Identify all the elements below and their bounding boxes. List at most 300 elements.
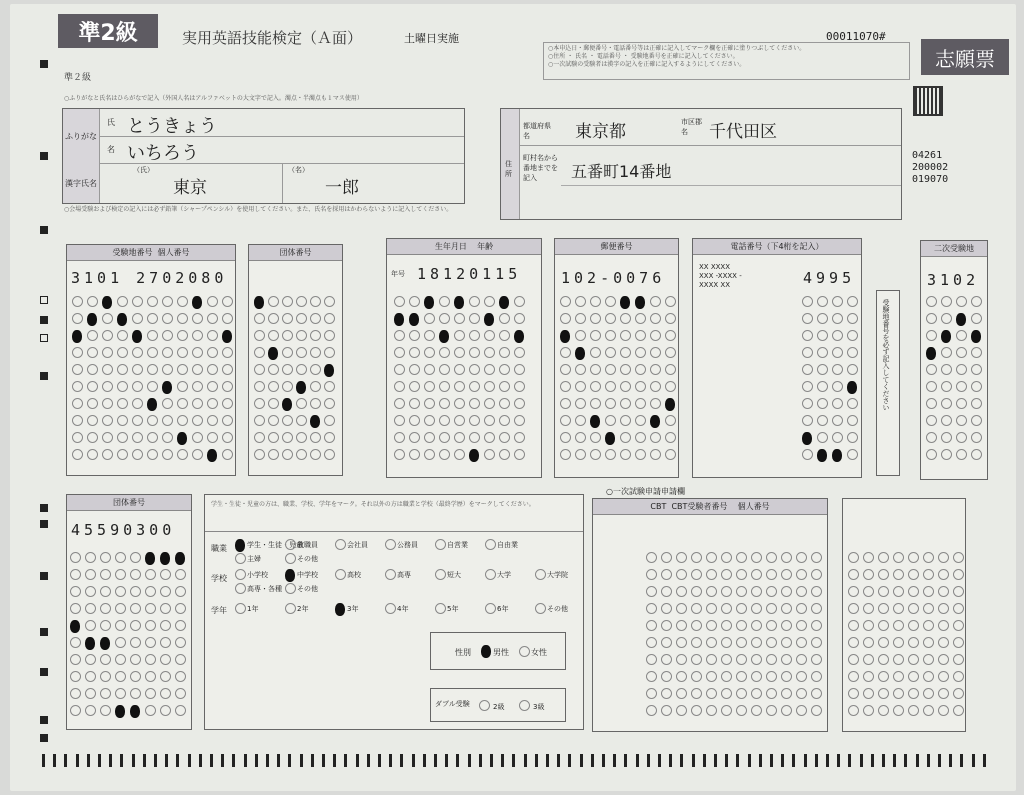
answer-bubble[interactable] [72, 347, 83, 358]
answer-bubble[interactable] [160, 637, 171, 648]
answer-bubble[interactable] [620, 313, 631, 324]
answer-bubble[interactable] [145, 688, 156, 699]
answer-bubble[interactable] [394, 432, 405, 443]
answer-bubble[interactable] [802, 432, 812, 445]
answer-bubble[interactable] [147, 398, 157, 411]
answer-bubble[interactable] [100, 586, 111, 597]
answer-bubble[interactable] [811, 654, 822, 665]
prefecture-field[interactable]: 東京都 [575, 122, 626, 142]
answer-bubble[interactable] [766, 603, 777, 614]
answer-bubble[interactable] [938, 552, 949, 563]
answer-bubble[interactable] [115, 671, 126, 682]
answer-bubble[interactable] [751, 586, 762, 597]
option-bubble[interactable] [485, 603, 496, 614]
answer-bubble[interactable] [650, 364, 661, 375]
answer-bubble[interactable] [971, 449, 982, 460]
answer-bubble[interactable] [605, 296, 616, 307]
answer-bubble[interactable] [117, 449, 128, 460]
answer-bubble[interactable] [145, 637, 156, 648]
answer-bubble[interactable] [847, 330, 858, 341]
answer-bubble[interactable] [499, 398, 510, 409]
answer-bubble[interactable] [893, 569, 904, 580]
answer-bubble[interactable] [665, 381, 676, 392]
answer-bubble[interactable] [926, 313, 937, 324]
option-bubble[interactable] [385, 539, 396, 550]
answer-bubble[interactable] [514, 347, 525, 358]
answer-bubble[interactable] [893, 637, 904, 648]
answer-bubble[interactable] [296, 432, 307, 443]
answer-bubble[interactable] [560, 330, 570, 343]
answer-bubble[interactable] [192, 449, 203, 460]
answer-bubble[interactable] [646, 552, 657, 563]
answer-bubble[interactable] [878, 671, 889, 682]
answer-bubble[interactable] [811, 637, 822, 648]
answer-bubble[interactable] [863, 552, 874, 563]
answer-bubble[interactable] [87, 381, 98, 392]
answer-bubble[interactable] [646, 569, 657, 580]
answer-bubble[interactable] [781, 654, 792, 665]
answer-bubble[interactable] [956, 415, 967, 426]
answer-bubble[interactable] [207, 330, 218, 341]
answer-bubble[interactable] [85, 552, 96, 563]
answer-bubble[interactable] [324, 432, 335, 443]
answer-bubble[interactable] [102, 330, 113, 341]
city-field[interactable]: 千代田区 [709, 122, 777, 142]
answer-bubble[interactable] [781, 671, 792, 682]
answer-bubble[interactable] [941, 432, 952, 443]
answer-bubble[interactable] [102, 296, 112, 309]
answer-bubble[interactable] [781, 705, 792, 716]
answer-bubble[interactable] [817, 415, 828, 426]
answer-bubble[interactable] [454, 415, 465, 426]
answer-bubble[interactable] [848, 705, 859, 716]
answer-bubble[interactable] [117, 432, 128, 443]
answer-bubble[interactable] [736, 654, 747, 665]
answer-bubble[interactable] [706, 637, 717, 648]
answer-bubble[interactable] [620, 449, 631, 460]
answer-bubble[interactable] [575, 449, 586, 460]
answer-bubble[interactable] [424, 449, 435, 460]
option-bubble[interactable] [535, 569, 546, 580]
answer-bubble[interactable] [192, 313, 203, 324]
answer-bubble[interactable] [310, 296, 321, 307]
answer-bubble[interactable] [147, 449, 158, 460]
answer-bubble[interactable] [409, 313, 419, 326]
answer-bubble[interactable] [162, 330, 173, 341]
answer-bubble[interactable] [953, 620, 964, 631]
answer-bubble[interactable] [160, 654, 171, 665]
answer-bubble[interactable] [605, 330, 616, 341]
answer-bubble[interactable] [254, 330, 265, 341]
answer-bubble[interactable] [620, 432, 631, 443]
answer-bubble[interactable] [751, 620, 762, 631]
answer-bubble[interactable] [620, 330, 631, 341]
answer-bubble[interactable] [310, 330, 321, 341]
answer-bubble[interactable] [282, 364, 293, 375]
answer-bubble[interactable] [811, 552, 822, 563]
answer-bubble[interactable] [953, 654, 964, 665]
answer-bubble[interactable] [661, 671, 672, 682]
answer-bubble[interactable] [439, 330, 449, 343]
answer-bubble[interactable] [665, 296, 676, 307]
answer-bubble[interactable] [102, 398, 113, 409]
double-opt2-bubble[interactable] [519, 700, 530, 711]
answer-bubble[interactable] [499, 364, 510, 375]
answer-bubble[interactable] [832, 313, 843, 324]
answer-bubble[interactable] [87, 313, 97, 326]
answer-bubble[interactable] [847, 432, 858, 443]
answer-bubble[interactable] [878, 620, 889, 631]
answer-bubble[interactable] [130, 552, 141, 563]
answer-bubble[interactable] [439, 398, 450, 409]
answer-bubble[interactable] [222, 364, 233, 375]
answer-bubble[interactable] [282, 398, 292, 411]
answer-bubble[interactable] [192, 330, 203, 341]
option-bubble[interactable] [235, 583, 246, 594]
answer-bubble[interactable] [575, 432, 586, 443]
answer-bubble[interactable] [706, 654, 717, 665]
answer-bubble[interactable] [560, 347, 571, 358]
answer-bubble[interactable] [115, 637, 126, 648]
answer-bubble[interactable] [691, 705, 702, 716]
answer-bubble[interactable] [938, 586, 949, 597]
answer-bubble[interactable] [560, 398, 571, 409]
answer-bubble[interactable] [85, 620, 96, 631]
answer-bubble[interactable] [162, 347, 173, 358]
answer-bubble[interactable] [132, 364, 143, 375]
answer-bubble[interactable] [938, 654, 949, 665]
answer-bubble[interactable] [268, 449, 279, 460]
answer-bubble[interactable] [941, 415, 952, 426]
answer-bubble[interactable] [192, 364, 203, 375]
answer-bubble[interactable] [796, 586, 807, 597]
answer-bubble[interactable] [70, 603, 81, 614]
answer-bubble[interactable] [796, 671, 807, 682]
answer-bubble[interactable] [635, 364, 646, 375]
answer-bubble[interactable] [145, 586, 156, 597]
answer-bubble[interactable] [394, 364, 405, 375]
answer-bubble[interactable] [923, 552, 934, 563]
answer-bubble[interactable] [130, 637, 141, 648]
answer-bubble[interactable] [665, 432, 676, 443]
answer-bubble[interactable] [781, 603, 792, 614]
answer-bubble[interactable] [296, 415, 307, 426]
answer-bubble[interactable] [848, 688, 859, 699]
answer-bubble[interactable] [796, 569, 807, 580]
answer-bubble[interactable] [736, 586, 747, 597]
answer-bubble[interactable] [691, 620, 702, 631]
answer-bubble[interactable] [736, 552, 747, 563]
answer-bubble[interactable] [514, 313, 525, 324]
answer-bubble[interactable] [145, 705, 156, 716]
answer-bubble[interactable] [847, 449, 858, 460]
answer-bubble[interactable] [590, 330, 601, 341]
answer-bubble[interactable] [454, 330, 465, 341]
answer-bubble[interactable] [620, 415, 631, 426]
answer-bubble[interactable] [691, 654, 702, 665]
answer-bubble[interactable] [811, 671, 822, 682]
answer-bubble[interactable] [938, 705, 949, 716]
answer-bubble[interactable] [87, 364, 98, 375]
answer-bubble[interactable] [926, 364, 937, 375]
answer-bubble[interactable] [117, 381, 128, 392]
answer-bubble[interactable] [721, 552, 732, 563]
answer-bubble[interactable] [575, 381, 586, 392]
answer-bubble[interactable] [923, 586, 934, 597]
answer-bubble[interactable] [620, 296, 630, 309]
answer-bubble[interactable] [177, 398, 188, 409]
answer-bubble[interactable] [85, 654, 96, 665]
street-field[interactable]: 五番町14番地 [571, 162, 672, 181]
answer-bubble[interactable] [222, 330, 232, 343]
answer-bubble[interactable] [454, 364, 465, 375]
answer-bubble[interactable] [207, 296, 218, 307]
answer-bubble[interactable] [207, 432, 218, 443]
answer-bubble[interactable] [736, 603, 747, 614]
answer-bubble[interactable] [635, 415, 646, 426]
answer-bubble[interactable] [676, 620, 687, 631]
answer-bubble[interactable] [85, 569, 96, 580]
answer-bubble[interactable] [953, 603, 964, 614]
answer-bubble[interactable] [646, 620, 657, 631]
answer-bubble[interactable] [100, 671, 111, 682]
answer-bubble[interactable] [268, 296, 279, 307]
answer-bubble[interactable] [802, 313, 813, 324]
answer-bubble[interactable] [848, 620, 859, 631]
answer-bubble[interactable] [766, 569, 777, 580]
answer-bubble[interactable] [117, 313, 127, 326]
answer-bubble[interactable] [310, 398, 321, 409]
answer-bubble[interactable] [646, 603, 657, 614]
answer-bubble[interactable] [781, 586, 792, 597]
answer-bubble[interactable] [811, 620, 822, 631]
answer-bubble[interactable] [499, 296, 509, 309]
answer-bubble[interactable] [324, 449, 335, 460]
answer-bubble[interactable] [85, 671, 96, 682]
answer-bubble[interactable] [115, 552, 126, 563]
answer-bubble[interactable] [439, 432, 450, 443]
answer-bubble[interactable] [439, 449, 450, 460]
answer-bubble[interactable] [661, 552, 672, 563]
answer-bubble[interactable] [908, 620, 919, 631]
answer-bubble[interactable] [324, 296, 335, 307]
answer-bubble[interactable] [424, 415, 435, 426]
answer-bubble[interactable] [893, 705, 904, 716]
answer-bubble[interactable] [956, 313, 966, 326]
answer-bubble[interactable] [646, 637, 657, 648]
answer-bubble[interactable] [802, 449, 813, 460]
answer-bubble[interactable] [620, 364, 631, 375]
answer-bubble[interactable] [956, 381, 967, 392]
answer-bubble[interactable] [650, 415, 660, 428]
answer-bubble[interactable] [160, 671, 171, 682]
option-bubble[interactable] [385, 603, 396, 614]
answer-bubble[interactable] [514, 296, 525, 307]
answer-bubble[interactable] [736, 705, 747, 716]
answer-bubble[interactable] [424, 296, 434, 309]
group-bottom-value[interactable]: 45590300 [71, 521, 176, 539]
answer-bubble[interactable] [296, 449, 307, 460]
answer-bubble[interactable] [484, 398, 495, 409]
answer-bubble[interactable] [721, 654, 732, 665]
answer-bubble[interactable] [162, 364, 173, 375]
answer-bubble[interactable] [863, 586, 874, 597]
answer-bubble[interactable] [676, 603, 687, 614]
answer-bubble[interactable] [941, 313, 952, 324]
answer-bubble[interactable] [691, 637, 702, 648]
answer-bubble[interactable] [222, 449, 233, 460]
answer-bubble[interactable] [953, 637, 964, 648]
answer-bubble[interactable] [863, 620, 874, 631]
answer-bubble[interactable] [147, 415, 158, 426]
answer-bubble[interactable] [394, 449, 405, 460]
answer-bubble[interactable] [848, 654, 859, 665]
kanji-mei-field[interactable]: 一郎 [325, 178, 359, 198]
answer-bubble[interactable] [469, 313, 480, 324]
answer-bubble[interactable] [848, 569, 859, 580]
answer-bubble[interactable] [721, 671, 732, 682]
answer-bubble[interactable] [282, 449, 293, 460]
answer-bubble[interactable] [736, 620, 747, 631]
answer-bubble[interactable] [751, 637, 762, 648]
option-bubble[interactable] [285, 539, 296, 550]
answer-bubble[interactable] [893, 586, 904, 597]
exam-place-value[interactable]: 3101 2702080 [71, 269, 228, 287]
answer-bubble[interactable] [175, 705, 186, 716]
answer-bubble[interactable] [706, 620, 717, 631]
answer-bubble[interactable] [117, 398, 128, 409]
answer-bubble[interactable] [484, 415, 495, 426]
answer-bubble[interactable] [130, 654, 141, 665]
answer-bubble[interactable] [796, 654, 807, 665]
answer-bubble[interactable] [469, 398, 480, 409]
answer-bubble[interactable] [310, 313, 321, 324]
answer-bubble[interactable] [691, 688, 702, 699]
answer-bubble[interactable] [650, 381, 661, 392]
answer-bubble[interactable] [751, 569, 762, 580]
answer-bubble[interactable] [100, 620, 111, 631]
answer-bubble[interactable] [736, 569, 747, 580]
answer-bubble[interactable] [766, 586, 777, 597]
answer-bubble[interactable] [665, 347, 676, 358]
answer-bubble[interactable] [620, 347, 631, 358]
answer-bubble[interactable] [923, 671, 934, 682]
answer-bubble[interactable] [661, 654, 672, 665]
answer-bubble[interactable] [802, 296, 813, 307]
answer-bubble[interactable] [575, 313, 586, 324]
answer-bubble[interactable] [676, 569, 687, 580]
answer-bubble[interactable] [100, 688, 111, 699]
answer-bubble[interactable] [72, 432, 83, 443]
answer-bubble[interactable] [117, 296, 128, 307]
answer-bubble[interactable] [560, 364, 571, 375]
answer-bubble[interactable] [691, 552, 702, 563]
answer-bubble[interactable] [956, 364, 967, 375]
answer-bubble[interactable] [560, 296, 571, 307]
answer-bubble[interactable] [499, 415, 510, 426]
answer-bubble[interactable] [938, 603, 949, 614]
answer-bubble[interactable] [878, 569, 889, 580]
answer-bubble[interactable] [484, 347, 495, 358]
answer-bubble[interactable] [926, 398, 937, 409]
answer-bubble[interactable] [439, 381, 450, 392]
answer-bubble[interactable] [175, 569, 186, 580]
answer-bubble[interactable] [953, 671, 964, 682]
option-bubble[interactable] [335, 539, 346, 550]
answer-bubble[interactable] [162, 432, 173, 443]
answer-bubble[interactable] [971, 415, 982, 426]
answer-bubble[interactable] [575, 398, 586, 409]
answer-bubble[interactable] [130, 620, 141, 631]
answer-bubble[interactable] [923, 705, 934, 716]
answer-bubble[interactable] [796, 688, 807, 699]
answer-bubble[interactable] [605, 432, 615, 445]
answer-bubble[interactable] [102, 415, 113, 426]
answer-bubble[interactable] [575, 415, 586, 426]
answer-bubble[interactable] [147, 432, 158, 443]
answer-bubble[interactable] [766, 705, 777, 716]
answer-bubble[interactable] [575, 347, 585, 360]
answer-bubble[interactable] [811, 688, 822, 699]
answer-bubble[interactable] [424, 432, 435, 443]
answer-bubble[interactable] [878, 586, 889, 597]
answer-bubble[interactable] [147, 313, 158, 324]
birthdate-value[interactable]: 18120115 [417, 265, 522, 283]
answer-bubble[interactable] [484, 330, 495, 341]
answer-bubble[interactable] [160, 705, 171, 716]
answer-bubble[interactable] [691, 671, 702, 682]
option-bubble[interactable] [435, 569, 446, 580]
answer-bubble[interactable] [324, 398, 335, 409]
answer-bubble[interactable] [409, 347, 420, 358]
answer-bubble[interactable] [469, 364, 480, 375]
answer-bubble[interactable] [132, 415, 143, 426]
answer-bubble[interactable] [409, 296, 420, 307]
answer-bubble[interactable] [781, 688, 792, 699]
answer-bubble[interactable] [160, 586, 171, 597]
answer-bubble[interactable] [926, 330, 937, 341]
answer-bubble[interactable] [70, 620, 80, 633]
answer-bubble[interactable] [781, 569, 792, 580]
answer-bubble[interactable] [254, 381, 265, 392]
answer-bubble[interactable] [706, 569, 717, 580]
answer-bubble[interactable] [863, 705, 874, 716]
answer-bubble[interactable] [721, 569, 732, 580]
answer-bubble[interactable] [394, 313, 404, 326]
answer-bubble[interactable] [971, 313, 982, 324]
answer-bubble[interactable] [254, 296, 264, 309]
option-bubble[interactable] [385, 569, 396, 580]
answer-bubble[interactable] [484, 364, 495, 375]
answer-bubble[interactable] [971, 330, 981, 343]
answer-bubble[interactable] [956, 432, 967, 443]
answer-bubble[interactable] [469, 330, 480, 341]
answer-bubble[interactable] [409, 432, 420, 443]
answer-bubble[interactable] [222, 296, 233, 307]
answer-bubble[interactable] [847, 415, 858, 426]
answer-bubble[interactable] [878, 688, 889, 699]
furigana-mei-field[interactable]: いちろう [127, 143, 199, 164]
answer-bubble[interactable] [590, 381, 601, 392]
answer-bubble[interactable] [878, 603, 889, 614]
option-bubble[interactable] [285, 553, 296, 564]
answer-bubble[interactable] [635, 313, 646, 324]
option-bubble[interactable] [335, 603, 345, 616]
answer-bubble[interactable] [956, 347, 967, 358]
answer-bubble[interactable] [147, 381, 158, 392]
answer-bubble[interactable] [324, 330, 335, 341]
answer-bubble[interactable] [832, 432, 843, 443]
